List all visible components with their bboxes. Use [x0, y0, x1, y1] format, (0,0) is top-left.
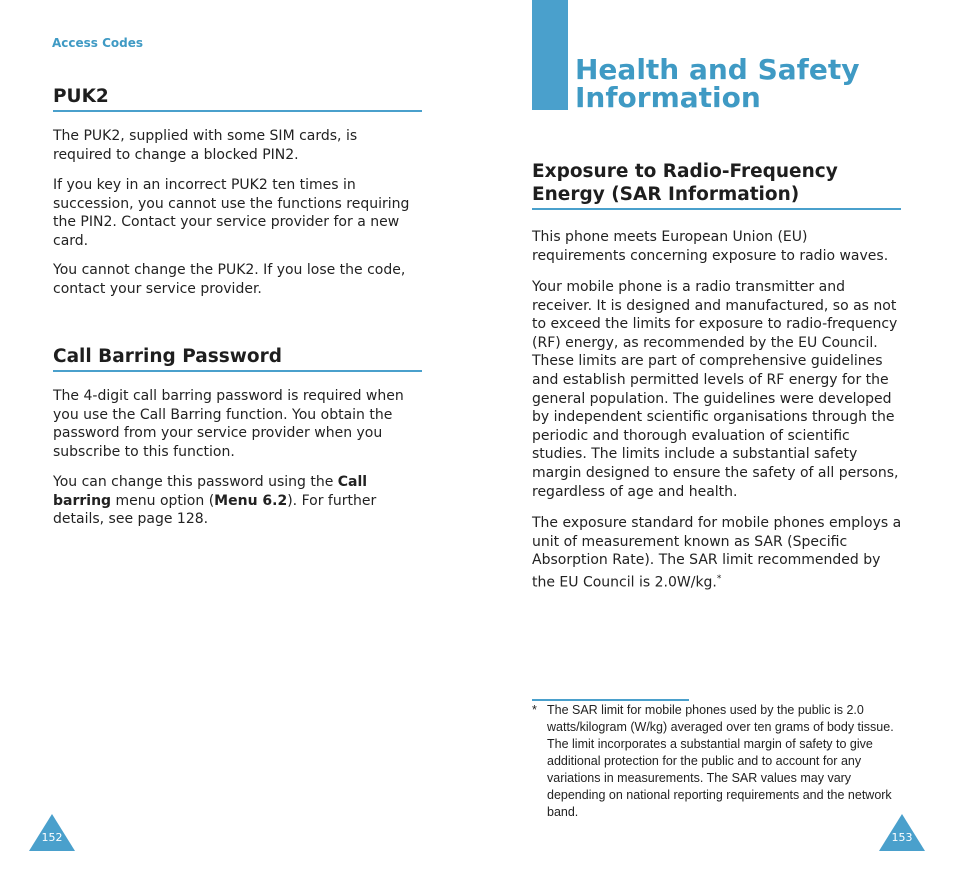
page-number-left: 152	[41, 831, 63, 844]
sar-paragraph-2: Your mobile phone is a radio transmitter and receiver. It is designed and manufactured, so as not to exceed the limits for exposure to radio-frequency (RF) energy, as recommended by the EU Council. These limits are part of comprehensive guidelines and establish permitted levels of RF energy for the general population. The guidelines were developed by independent scientific organisations through the periodic and thorough evaluation of scientific studies. The limits include a substantial safety margin designed to ensure the safety of all persons, regardless of age and health.	[532, 279, 899, 500]
footnote-marker: *	[532, 703, 537, 717]
menu-number: Menu 6.2	[214, 492, 288, 509]
cb-p2-text-a: You can change this password using the	[53, 474, 338, 490]
page-number-badge-left	[28, 814, 76, 852]
title-accent-block	[532, 0, 568, 110]
sar-paragraph-1: This phone meets European Union (EU) requirements concerning exposure to radio waves.	[532, 229, 889, 264]
sar-heading: Exposure to Radio-Frequency Energy (SAR Information)	[532, 161, 838, 205]
call-barring-heading-rule	[53, 370, 422, 372]
footnote-reference: *	[716, 573, 722, 584]
sar-paragraph-3	[532, 514, 902, 592]
puk2-paragraph-2: If you key in an incorrect PUK2 ten times in succession, you cannot use the functions requiring the PIN2. Contact your service provider for a new card.	[53, 177, 410, 249]
call-barring-paragraph-1: The 4-digit call barring password is required when you use the Call Barring function. You obtain the password from your service provider when you subscribe to this function.	[53, 388, 404, 460]
call-barring-heading: Call Barring Password	[53, 346, 282, 367]
call-barring-paragraph-2	[53, 473, 418, 529]
footnote-rule	[532, 699, 689, 701]
running-head: Access Codes	[52, 36, 144, 50]
cb-p2-text-b: menu option (	[111, 492, 215, 509]
call-barring-menu-name: Call barring	[53, 474, 368, 509]
page-number-badge-right	[878, 814, 926, 852]
footnote	[532, 702, 904, 821]
sar-heading-rule	[532, 208, 901, 210]
puk2-heading: PUK2	[53, 86, 109, 107]
puk2-paragraph-1: The PUK2, supplied with some SIM cards, is required to change a blocked PIN2.	[53, 128, 358, 163]
footnote-text: The SAR limit for mobile phones used by the public is 2.0 watts/kilogram (W/kg) averaged over ten grams of body tissue. The limit incorporates a substantial margin of safety to give additional protection for the public and to account for any variations in measurements. The SAR values may vary depending on national reporting requirements and the network band.	[547, 703, 894, 819]
cb-p2-text-c: ). For further details, see page 128.	[53, 492, 377, 528]
page-title: Health and Safety Information	[575, 53, 860, 114]
right-page	[477, 0, 954, 876]
puk2-paragraph-3: You cannot change the PUK2. If you lose the code, contact your service provider.	[53, 262, 406, 297]
page-number-right: 153	[891, 831, 913, 844]
puk2-heading-rule	[53, 110, 422, 112]
sar-p3-text: The exposure standard for mobile phones employs a unit of measurement known as SAR (Specific Absorption Rate). The SAR limit recommended by the EU Council is 2.0W/kg.	[532, 515, 902, 591]
